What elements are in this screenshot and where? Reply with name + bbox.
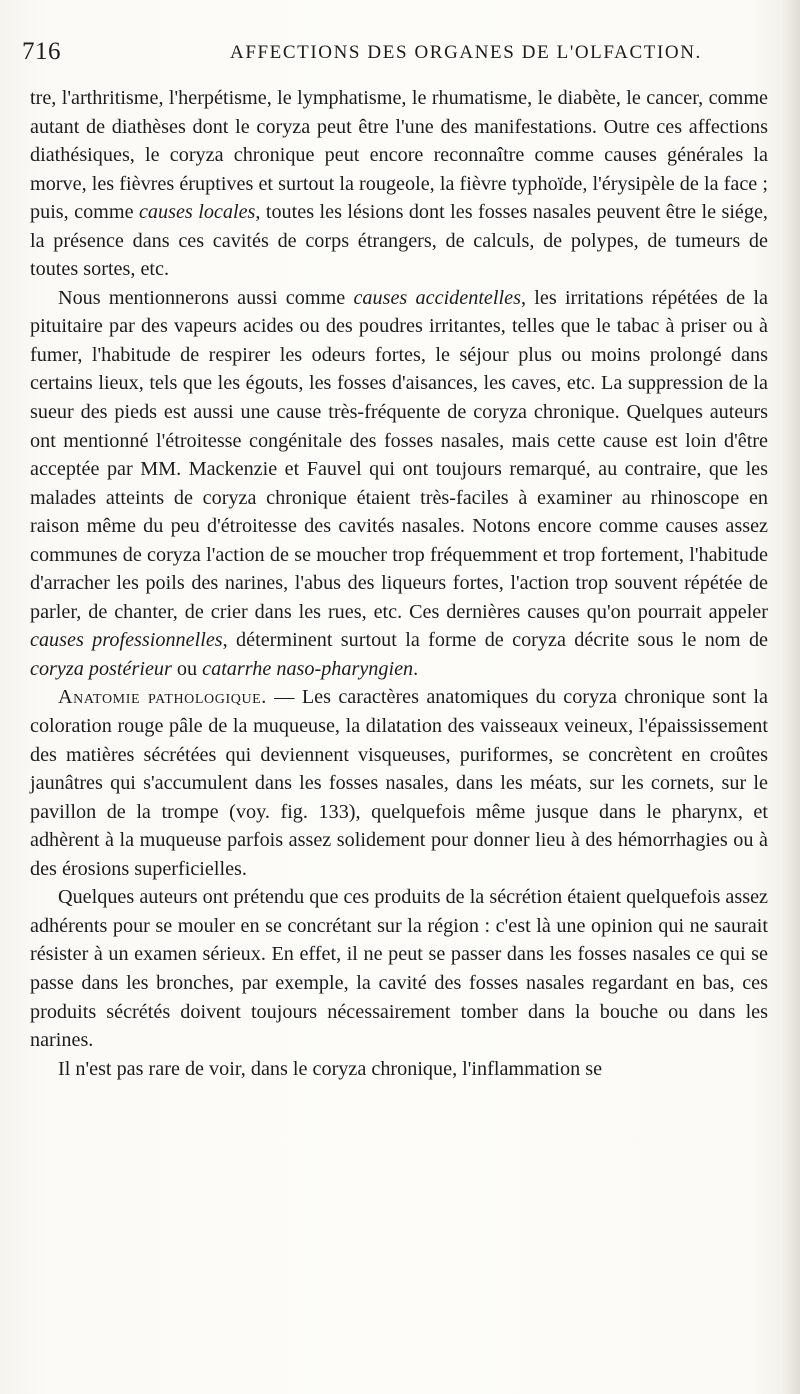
paragraph-inflammation: [30, 1055, 768, 1084]
italic-term: causes locales: [138, 201, 256, 224]
text-segment: Nous mentionnerons aussi comme: [58, 286, 354, 309]
italic-term: causes accidentelles: [353, 286, 521, 309]
italic-term: coryza postérieur: [30, 657, 172, 680]
italic-term: catarrhe naso-pharyngien: [202, 657, 414, 680]
text-segment: Quelques auteurs ont prétendu que ces produits de la sécrétion étaient quelquefois assez adhérents pour se mouler en se concrétant sur la région : c'est là une opinion qui ne saurait résister à un examen sérieux. En effet, il ne peut se passer dans les fosses nasales ce qui se passe dans les bronches, par exemple, la cavité des fosses nasales regardant en bas, ces produits sécrétés doivent toujours nécessairement tomber dans la bouche ou dans les narines.: [30, 886, 768, 1052]
paragraph-produits-secretion: [30, 883, 768, 1054]
paragraph-anatomie-pathologique: [30, 683, 768, 883]
paragraph-causes-accidentelles: [30, 284, 768, 684]
text-segment: tre, l'arthritisme, l'herpétisme, le lymphatisme, le rhumatisme, le diabète, le cancer, comme autant de diathèses dont le coryza peut être l'une des manifestations. Outre ces affections diathésiques, le coryza chronique peut encore reconnaître comme causes générales la morve, les fièvres éruptives et surtout la rougeole, la fièvre typhoïde, l'érysipèle de la face ; puis, comme: [30, 87, 768, 224]
paragraph-causes-generales: [30, 84, 768, 284]
section-heading: Anatomie pathologique.: [58, 686, 267, 709]
italic-term: causes professionnelles: [30, 629, 223, 652]
text-segment: Il n'est pas rare de voir, dans le coryza chronique, l'inflammation se: [58, 1057, 603, 1080]
running-head: AFFECTIONS DES ORGANES DE L'OLFACTION.: [230, 42, 702, 63]
text-segment: , les irritations répétées de la pituitaire par des vapeurs acides ou des poudres irritantes, telles que le tabac à priser ou à fumer, l'habitude de respirer les odeurs fortes, le séjour plus ou moins prolongé dans certains lieux, tels que les égouts, les fosses d'aisances, les caves, etc. La suppression de la sueur des pieds est aussi une cause très-fréquente de coryza chronique. Quelques auteurs ont mentionné l'étroitesse congénitale des fosses nasales, mais cette cause est loin d'être acceptée par MM. Mackenzie et Fauvel qui ont toujours remarqué, au contraire, que les malades atteints de coryza chronique étaient très-faciles à examiner au rhinoscope en raison même du peu d'étroitesse des cavités nasales. Notons encore comme causes assez communes de coryza l'action de se moucher trop fréquemment et trop fortement, l'habitude d'arracher les poils des narines, l'abus des liqueurs fortes, l'action trop souvent répétée de parler, de chanter, de crier dans les rues, etc. Ces dernières causes qu'on pourrait appeler: [30, 286, 768, 623]
text-segment: , déterminent surtout la forme de coryza décrite sous le nom de: [222, 629, 769, 652]
text-segment: — Les caractères anatomiques du coryza chronique sont la coloration rouge pâle de la muqueuse, la dilatation des vaisseaux veineux, l'épaississement des matières sécrétées qui deviennent visqueuses, puriformes, se concrètent en croûtes jaunâtres qui s'accumulent dans les fosses nasales, dans les méats, sur les cornets, sur le pavillon de la trompe (voy. fig. 133), quelquefois même jusque dans le pharynx, et adhèrent à la muqueuse parfois assez solidement pour donner lieu à des hémorrhagies ou à des érosions superficielles.: [30, 686, 768, 880]
text-segment: .: [413, 657, 419, 680]
page-header: [22, 38, 782, 82]
page-number: 716: [22, 38, 61, 65]
text-segment: ou: [171, 657, 203, 680]
body-text: [30, 84, 768, 1083]
text-segment: , toutes les lésions dont les fosses nasales peuvent être le siége, la présence dans ces cavités de corps étrangers, de calculs, de polypes, de tumeurs de toutes sortes, etc.: [30, 201, 768, 281]
